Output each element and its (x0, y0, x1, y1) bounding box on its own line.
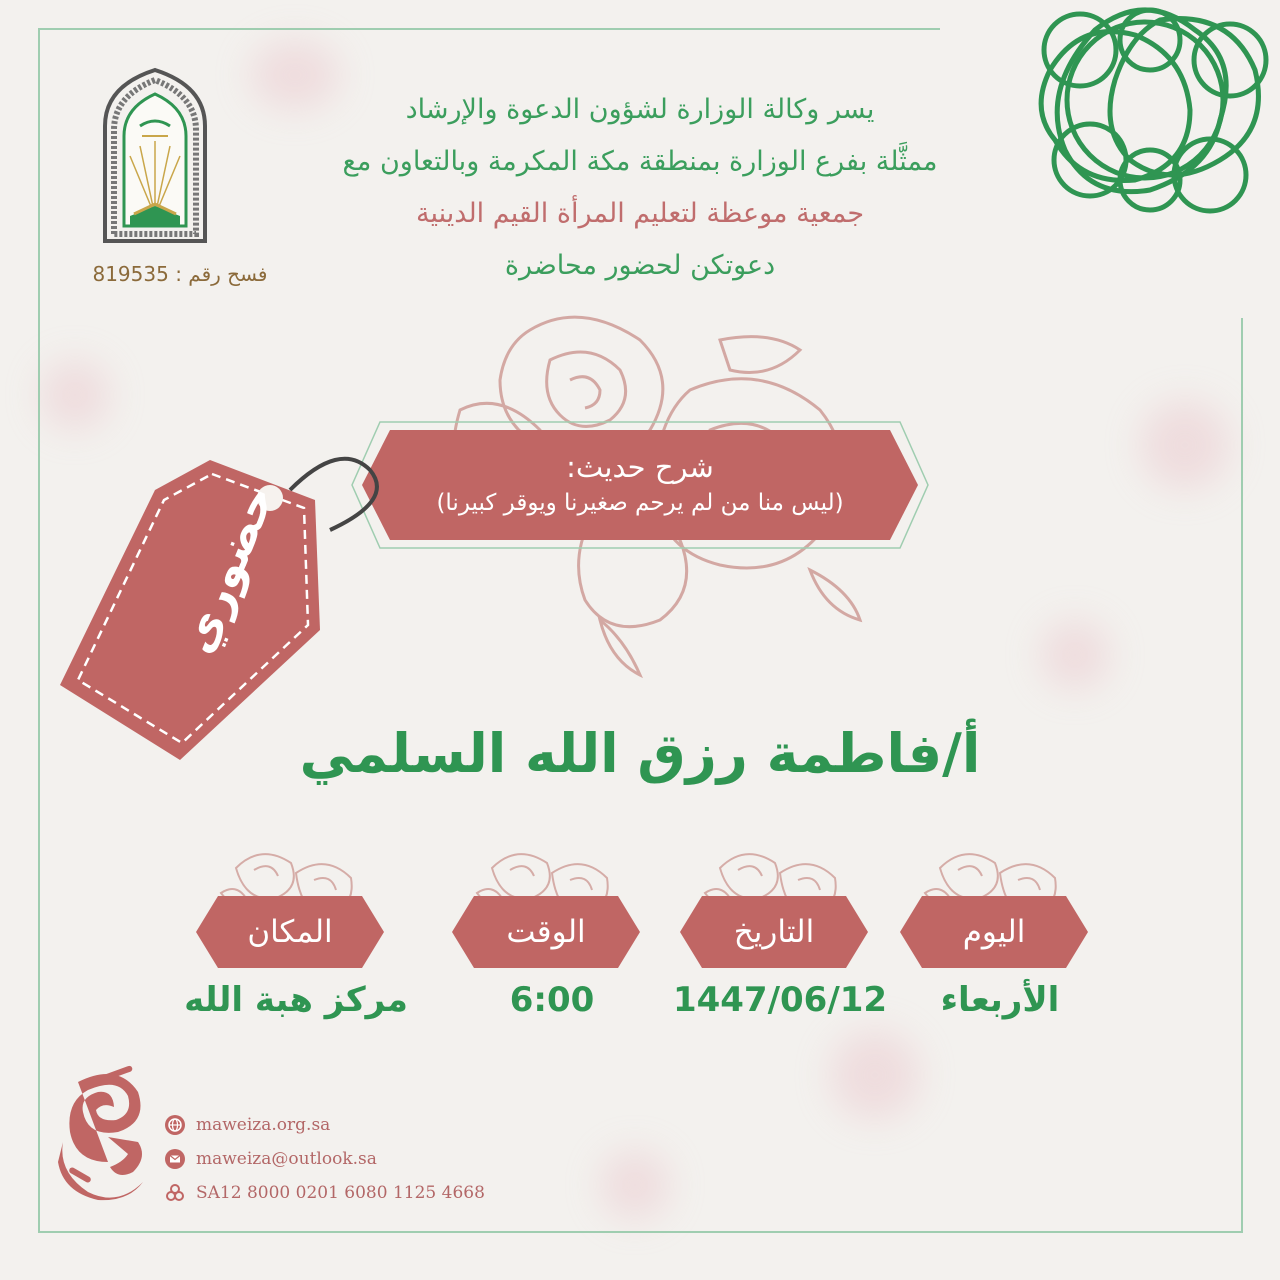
info-place-value: مركز هبة الله (184, 980, 408, 1020)
header-line-2: ممثَّلة بفرع الوزارة بمنطقة مكة المكرمة وبالتعاون مع (342, 146, 938, 177)
mail-icon (164, 1148, 186, 1170)
header-line-4: دعوتكن لحضور محاضرة (504, 250, 776, 281)
lecture-title: شرح حديث: (566, 450, 714, 484)
maweiza-logo-icon (48, 1062, 158, 1212)
info-day-label: اليوم (962, 914, 1026, 950)
geometric-pattern-icon (1010, 0, 1280, 230)
contact-website[interactable]: maweiza.org.sa (196, 1115, 331, 1135)
globe-icon (164, 1114, 186, 1136)
contact-info (164, 1108, 485, 1210)
lecture-banner (350, 420, 930, 550)
info-time-label: الوقت (506, 914, 586, 950)
info-date (660, 838, 900, 1038)
contact-iban: SA12 8000 0201 6080 1125 4668 (196, 1183, 485, 1203)
header-line-1: يسر وكالة الوزارة لشؤون الدعوة والإرشاد (405, 94, 875, 125)
info-place (176, 838, 416, 1038)
info-date-label: التاريخ (733, 914, 815, 950)
info-date-value: 1447/06/12 (672, 980, 888, 1020)
info-time-value: 6:00 (509, 980, 595, 1020)
info-day-value: الأربعاء (940, 980, 1060, 1020)
contact-iban-row (164, 1176, 485, 1210)
license-number: فسح رقم : 819535 (92, 262, 268, 286)
info-day (880, 838, 1120, 1038)
contact-email[interactable]: maweiza@outlook.sa (196, 1149, 377, 1169)
header-line-3: جمعية موعظة لتعليم المرأة القيم الدينية (415, 198, 865, 229)
ministry-emblem-icon (100, 66, 210, 246)
lecture-subtitle: (ليس منا من لم يرحم صغيرنا ويوقر كبيرنا) (436, 490, 844, 516)
info-time (432, 838, 672, 1038)
info-place-label: المكان (247, 914, 333, 950)
invitation-header (280, 84, 1000, 292)
speaker-name: أ/فاطمة رزق الله السلمي (299, 722, 981, 785)
contact-email-row[interactable] (164, 1142, 485, 1176)
contact-website-row[interactable] (164, 1108, 485, 1142)
bank-link-icon (164, 1182, 186, 1204)
attendance-tag-label: حضوري (169, 477, 286, 661)
